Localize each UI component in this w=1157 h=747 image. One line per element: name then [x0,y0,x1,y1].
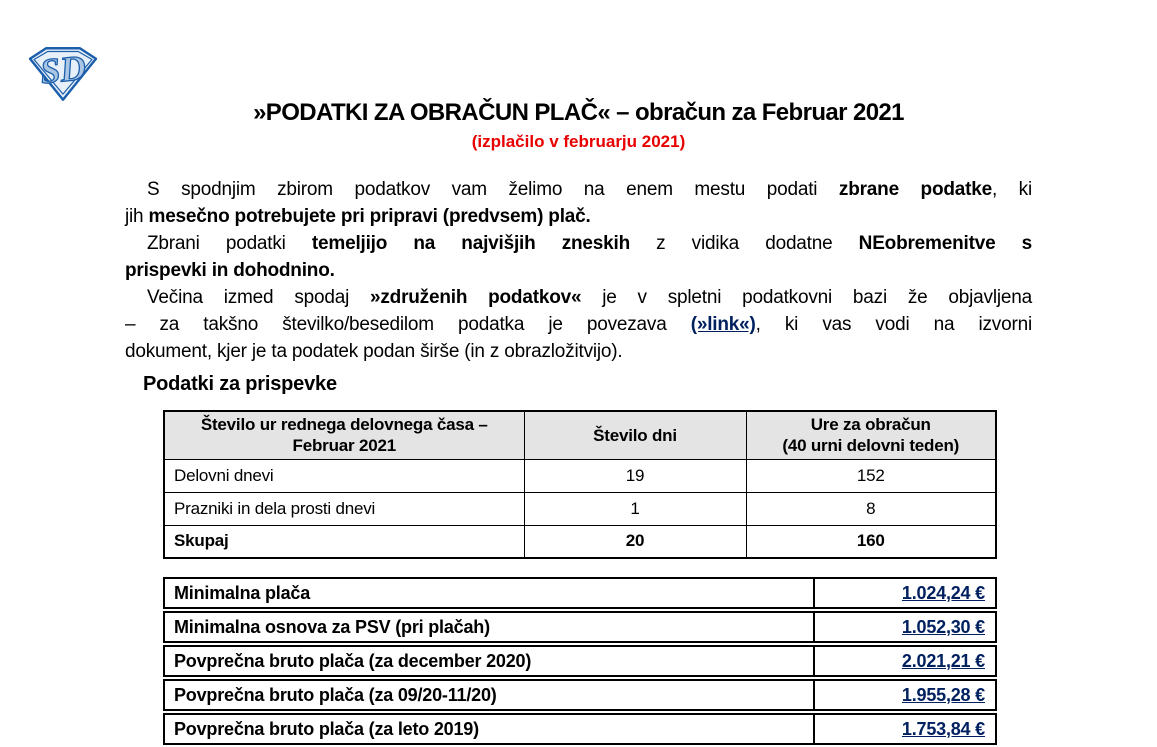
section-heading: Podatki za prispevke [143,373,337,395]
amount-link[interactable]: 1.753,84 € [901,718,985,739]
company-logo [26,44,100,104]
value-cell: 160 [746,525,996,558]
table-row [163,713,997,745]
body-line [125,311,1032,338]
hours-table-body [164,459,996,558]
body-line [125,203,1032,230]
row-label-cell: Delovni dnevi [164,459,524,492]
page-subtitle: (izplačilo v februarju 2021) [471,132,686,151]
row-label-cell: Prazniki in dela prosti dnevi [164,492,524,525]
bold-text-segment: mesečno potrebujete pri pripravi (predvsem) plač. [148,206,591,227]
row-label-cell: Skupaj [164,525,524,558]
table-row [163,611,997,643]
value-cell: 152 [746,459,996,492]
table-row [163,679,997,711]
hours-table [163,410,997,559]
body-line [125,338,1032,365]
column-header: Ure za obračun (40 urni delovni teden) [746,411,996,459]
value-cell: 20 [524,525,746,558]
amount-cell [813,579,995,607]
table-row [163,577,997,609]
text-segment: dokument, kjer je ta podatek podan širše (in z obrazložitvijo). [125,341,623,362]
hours-table-header [164,411,996,459]
amount-link[interactable]: 1.024,24 € [901,582,985,603]
body-line [125,257,1032,284]
text-segment: Večina izmed spodaj [147,287,370,308]
text-segment: – za takšno številko/besedilom podatka je povezava [125,314,691,335]
page-title: »PODATKI ZA OBRAČUN PLAČ« – obračun za Februar 2021 [253,99,904,126]
body-line [125,230,1032,257]
bold-text-segment: »združenih podatkov« [370,287,582,308]
amount-label: Povprečna bruto plača (za december 2020) [174,650,532,671]
column-header: Število dni [524,411,746,459]
value-cell: 1 [524,492,746,525]
bold-text-segment: NEobremenitve s [858,233,1032,254]
amount-link[interactable]: 2.021,21 € [901,650,985,671]
table-row [164,492,996,525]
value-cell: 8 [746,492,996,525]
value-cell: 19 [524,459,746,492]
inline-hyperlink[interactable]: (»link«) [690,314,756,335]
svg-text:SD: SD [38,46,88,92]
body-line [125,176,1032,203]
amount-cell [813,613,995,641]
bold-text-segment: zbrane podatke [838,179,992,200]
amounts-table [163,577,997,747]
amount-cell [813,681,995,709]
amount-link[interactable]: 1.052,30 € [901,616,985,637]
amount-label: Povprečna bruto plača (za leto 2019) [174,718,479,739]
amount-label: Minimalna osnova za PSV (pri plačah) [174,616,490,637]
text-segment: S spodnjim zbirom podatkov vam želimo na enem mestu podati [147,179,839,200]
amount-label: Povprečna bruto plača (za 09/20-11/20) [174,684,497,705]
amount-link[interactable]: 1.955,28 € [901,684,985,705]
text-segment: Zbrani podatki [147,233,312,254]
amount-cell [813,715,995,743]
text-segment: je v spletni podatkovni bazi že objavljena [581,287,1032,308]
intro-paragraphs [125,176,1032,365]
table-row [164,459,996,492]
text-segment: z vidika dodatne [630,233,859,254]
table-row [164,525,996,558]
text-segment: , ki [991,179,1032,200]
table-row [163,645,997,677]
sd-shield-icon [26,44,100,104]
bold-text-segment: prispevki in dohodnino. [125,260,335,281]
bold-text-segment: temeljijo na najvišjih zneskih [311,233,630,254]
column-header: Število ur rednega delovnega časa – Februar 2021 [164,411,524,459]
text-segment: , ki vas vodi na izvorni [755,314,1032,335]
amount-cell [813,647,995,675]
body-line [125,284,1032,311]
text-segment: jih [125,206,149,227]
amount-label: Minimalna plača [174,582,311,603]
